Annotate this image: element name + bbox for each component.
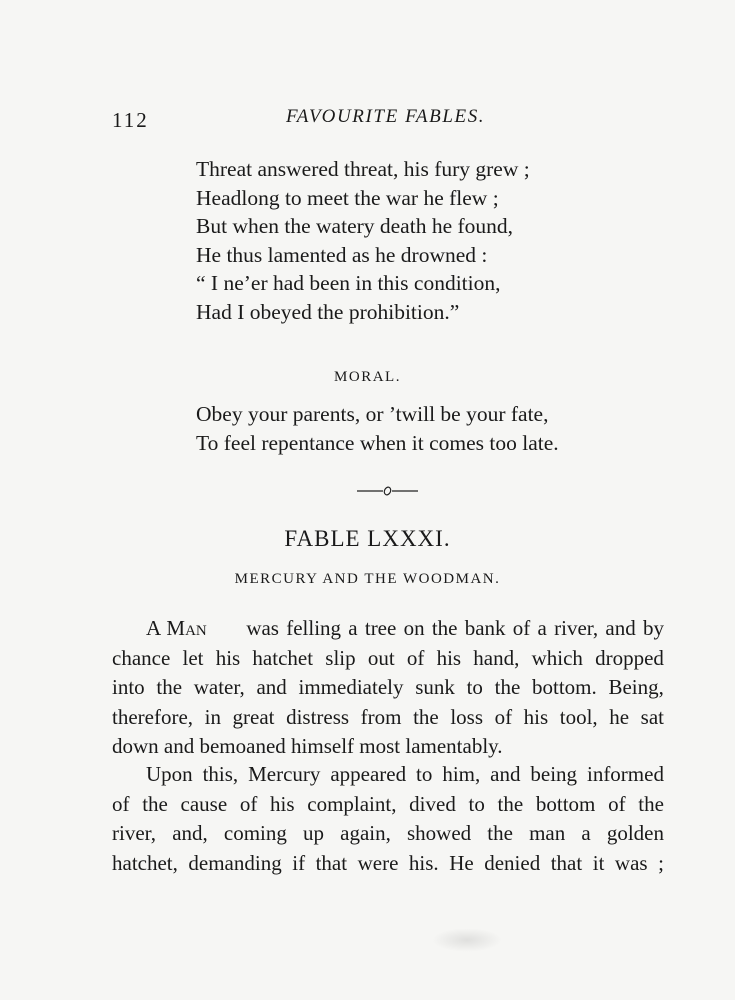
word: appeared <box>330 762 407 786</box>
word: were <box>357 850 399 875</box>
word: bottom. <box>532 675 597 699</box>
word: of <box>494 704 513 729</box>
word: of <box>112 791 130 816</box>
word: sat <box>640 704 664 729</box>
word: that <box>315 850 348 875</box>
word: it <box>592 850 605 875</box>
running-head: FAVOURITE FABLES. <box>286 106 486 127</box>
word: demanding <box>188 850 282 875</box>
paragraph-line <box>112 790 664 820</box>
paragraph-line <box>112 673 664 703</box>
word: the <box>494 675 521 699</box>
verse-stanza <box>196 155 530 326</box>
paragraph-1 <box>112 614 664 762</box>
word: slip <box>325 645 356 670</box>
fable-subtitle: MERCURY AND THE WOODMAN. <box>234 571 501 587</box>
moral-line: To feel repentance when it comes too late. <box>196 430 559 455</box>
paragraph-line <box>112 644 664 674</box>
word: and <box>490 762 521 786</box>
word: cause <box>180 791 228 816</box>
verse-line: But when the watery death he found, <box>196 214 514 238</box>
word: the <box>413 704 439 729</box>
word: dropped <box>595 645 664 670</box>
word: Upon <box>146 762 193 786</box>
word: in <box>204 704 221 729</box>
word: hatchet, <box>112 850 178 875</box>
paper-smudge <box>432 928 502 952</box>
word: golden <box>606 821 664 845</box>
paragraph-line <box>112 819 664 849</box>
word: he <box>609 704 630 729</box>
word: from <box>360 704 402 729</box>
word: and, <box>172 821 208 845</box>
word: his. <box>408 850 439 875</box>
word: the <box>142 791 168 816</box>
word: his <box>523 704 549 729</box>
word: complaint, <box>307 791 397 816</box>
word: his <box>215 645 241 670</box>
verse-line: Headlong to meet the war he flew ; <box>196 185 499 210</box>
word: showed <box>407 821 472 845</box>
word: Being, <box>608 675 664 699</box>
word: to <box>416 762 433 786</box>
word: of <box>239 791 258 816</box>
verse-line: “ I ne’er had been in this condition, <box>196 271 501 295</box>
fable-title: FABLE LXXXI. <box>284 526 451 551</box>
word: his <box>436 645 462 670</box>
line-text: was felling a tree on the bank of a river, and by <box>246 616 664 640</box>
word: his <box>270 791 295 816</box>
word: ; <box>658 850 664 875</box>
word: of <box>406 645 425 670</box>
verse-line: He thus lamented as he drowned : <box>196 242 488 267</box>
word: Mercury <box>248 762 321 786</box>
paragraph-opening <box>146 614 207 644</box>
word: a <box>581 821 591 845</box>
paragraph-line <box>112 760 664 790</box>
word: the <box>497 791 524 816</box>
word: river, <box>112 821 157 845</box>
word: loss <box>450 704 483 729</box>
word: of <box>608 791 626 816</box>
paragraph-line: down and bemoaned himself most lamentably. <box>112 734 503 758</box>
word: He <box>449 850 474 875</box>
moral-heading: MORAL. <box>334 369 401 385</box>
word: into <box>112 675 145 699</box>
moral-line: Obey your parents, or ’twill be your fate, <box>196 402 549 426</box>
word: the <box>487 821 513 845</box>
word: being <box>530 762 578 786</box>
paragraph-line <box>112 703 664 733</box>
word: let <box>182 645 204 670</box>
word: and <box>256 675 287 699</box>
word: coming <box>223 821 287 845</box>
word: this, <box>202 762 239 786</box>
word: man <box>529 821 566 845</box>
word: distress <box>286 704 350 729</box>
word: chance <box>112 645 171 670</box>
word: to <box>466 675 483 699</box>
word: was <box>614 850 648 875</box>
word: up <box>303 821 325 845</box>
small-caps-word: Man <box>166 616 207 640</box>
word: hatchet <box>252 645 314 670</box>
paragraph-line <box>112 849 664 879</box>
word: water, <box>193 675 245 699</box>
word: sunk <box>415 675 455 699</box>
paragraph-2 <box>112 760 664 878</box>
section-divider-ornament <box>357 483 418 499</box>
word: denied <box>484 850 541 875</box>
word: the <box>638 791 664 816</box>
word: which <box>531 645 583 670</box>
opening-word: A <box>146 616 162 640</box>
word: the <box>156 675 183 699</box>
word: great <box>232 704 275 729</box>
verse-line: Had I obeyed the prohibition.” <box>196 299 460 324</box>
word: immediately <box>298 675 404 699</box>
word: if <box>292 850 306 875</box>
word: informed <box>586 762 664 786</box>
word: that <box>550 850 583 875</box>
word: hand, <box>473 645 520 670</box>
word: therefore, <box>112 704 194 729</box>
verse-line: Threat answered threat, his fury grew ; <box>196 157 530 181</box>
moral-text <box>196 400 559 457</box>
word: to <box>468 791 485 816</box>
word: him, <box>442 762 481 786</box>
page-number: 112 <box>112 108 149 132</box>
word: tool, <box>559 704 598 729</box>
word: again, <box>340 821 391 845</box>
word: bottom <box>535 791 596 816</box>
word: dived <box>409 791 456 816</box>
paragraph-line <box>112 614 664 644</box>
word: out <box>367 645 395 670</box>
